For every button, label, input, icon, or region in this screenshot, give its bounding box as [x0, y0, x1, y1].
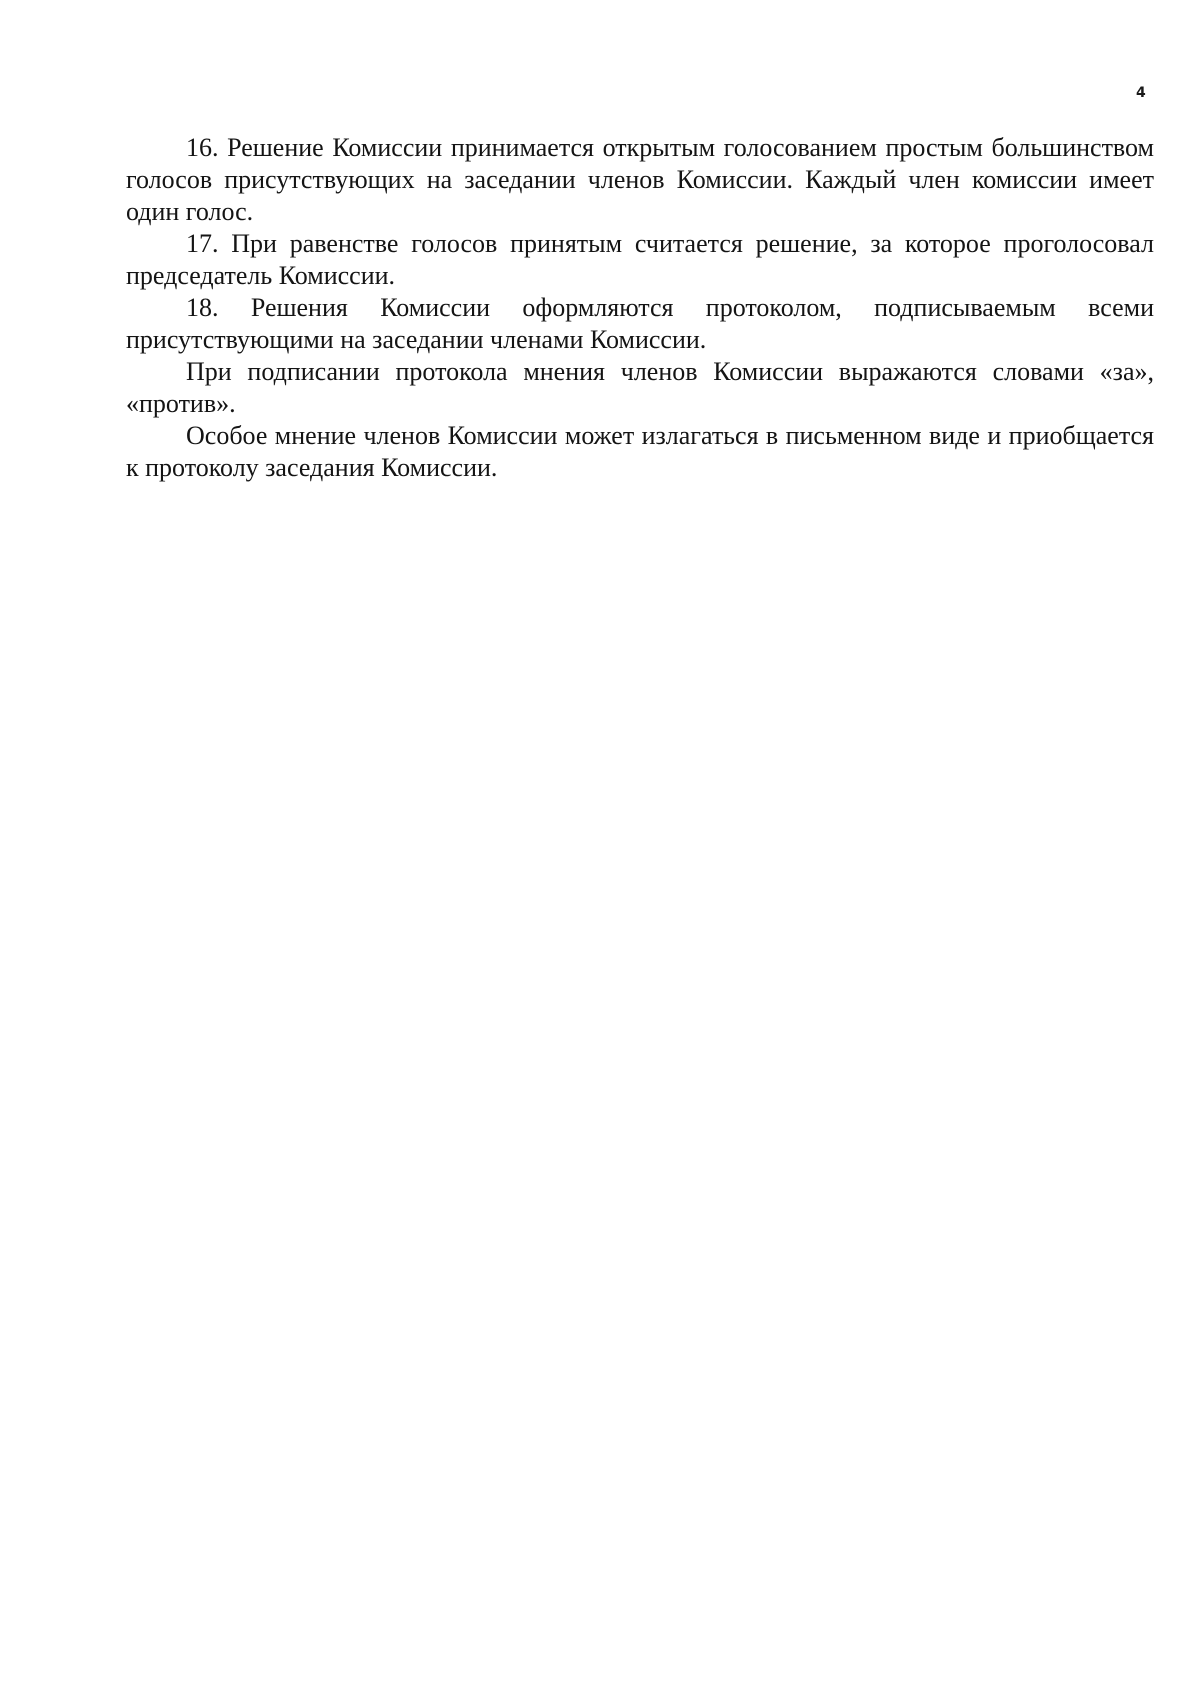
paragraph-16: 16. Решение Комиссии принимается открытым голосованием простым большинством голосов присутствующих на заседании членов Комиссии. Каждый член комиссии имеет один голос.	[126, 133, 1154, 226]
paragraph-signing-votes: При подписании протокола мнения членов Комиссии выражаются словами «за», «против».	[126, 357, 1154, 418]
paragraph-dissenting-opinion: Особое мнение членов Комиссии может излагаться в письменном виде и приобщается к протоколу заседания Комиссии.	[126, 421, 1154, 482]
paragraph-18: 18. Решения Комиссии оформляются протоколом, подписываемым всеми присутствующими на заседании членами Комиссии.	[126, 293, 1154, 354]
page-number: 4	[1136, 85, 1146, 101]
document-body	[126, 132, 1154, 484]
paragraph-17: 17. При равенстве голосов принятым считается решение, за которое проголосовал председатель Комиссии.	[126, 229, 1154, 290]
